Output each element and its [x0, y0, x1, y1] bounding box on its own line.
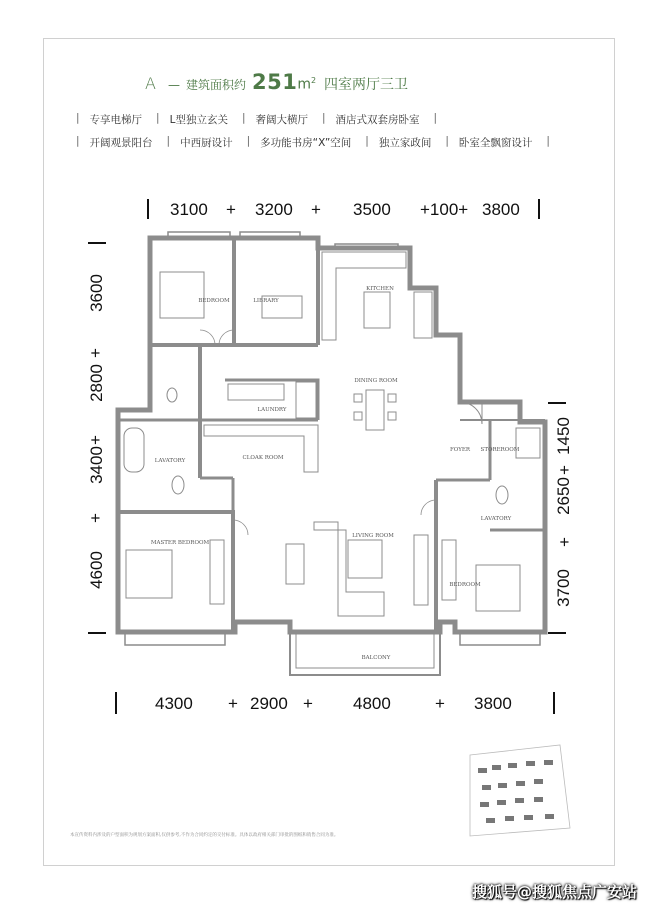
- outer-wall: [118, 238, 545, 632]
- dim-right-plus: +: [554, 537, 574, 547]
- dim-top-2: 3200: [255, 200, 293, 219]
- feature-item: 独立家政间: [378, 137, 432, 149]
- dim-bottom-2: 2900: [250, 694, 288, 713]
- feature-item: 开阔观景阳台: [89, 137, 153, 149]
- balcony-outline: [290, 632, 440, 675]
- dim-bottom-4: 3800: [474, 694, 512, 713]
- dim-bottom-1: 4300: [155, 694, 193, 713]
- room-label-foyer: FOYER: [449, 447, 471, 453]
- area-value: 251: [251, 70, 298, 94]
- room-label-storeroom: STOREROOM: [480, 447, 520, 453]
- features-row-1: | 专享电梯厅 | L型独立玄关 | 奢阔大横厅 | 酒店式双套房卧室 |: [76, 112, 438, 126]
- dim-left-4: 4600: [86, 551, 106, 589]
- room-label-laundry: LAUNDRY: [257, 407, 287, 413]
- dim-top-1: 3100: [170, 200, 208, 219]
- feature-item: L型独立玄关: [169, 114, 228, 126]
- feature-item: 酒店式双套房卧室: [335, 114, 420, 126]
- header-separator: —: [167, 78, 180, 92]
- dim-left-3: 3400: [86, 446, 106, 484]
- dim-top-plus-100: +100+: [420, 200, 469, 219]
- dim-top-plus: +: [226, 200, 236, 219]
- dim-right-3: 3700: [553, 569, 573, 607]
- room-label-living: LIVING ROOM: [352, 533, 394, 539]
- room-label-cloak: CLOAK ROOM: [242, 455, 284, 461]
- room-label-dining: DINING ROOM: [354, 378, 398, 384]
- feature-item: 中西厨设计: [180, 137, 233, 149]
- room-label-bedroom: BEDROOM: [198, 298, 230, 304]
- feature-item: 多功能书房“X”空间: [260, 137, 352, 149]
- dim-bottom-plus: +: [228, 694, 238, 713]
- area-unit: $m^2$: [297, 76, 317, 93]
- dim-left-plus: +: [85, 435, 105, 445]
- room-label-lavatory: LAVATORY: [480, 516, 512, 522]
- dim-right-2: 2650: [553, 477, 573, 515]
- feature-item: 奢阔大横厅: [255, 114, 308, 126]
- dim-top-4: 3800: [482, 200, 520, 219]
- dim-bottom-plus: +: [435, 694, 445, 713]
- site-key-plan: [470, 745, 570, 836]
- room-label-bedroom: BEDROOM: [449, 582, 481, 588]
- room-label-kitchen: KITCHEN: [366, 286, 394, 292]
- dim-right-plus: +: [554, 465, 574, 475]
- dim-top-plus: +: [311, 200, 321, 219]
- dim-left-plus: +: [85, 348, 105, 358]
- watermark: 搜狐号@搜狐焦点广安站: [472, 883, 638, 901]
- dim-left-1: 3600: [86, 274, 106, 312]
- feature-item: 卧室全飘窗设计: [458, 137, 533, 149]
- unit-type: A: [145, 74, 156, 93]
- feature-item: 专享电梯厅: [89, 114, 143, 126]
- area-label: 建筑面积约: [185, 78, 246, 92]
- layout-type: 四室两厅三卫: [324, 77, 409, 93]
- dim-bottom-plus: +: [303, 694, 313, 713]
- room-label-master-bedroom: MASTER BEDROOM: [150, 540, 210, 546]
- room-label-lavatory: LAVATORY: [154, 458, 186, 464]
- disclaimer-text: 本宣传资料内涉及的户型面积为规划方案面积,仅供参考,不作为合同约定的交付标准。具体以政府相关部门审批的图纸和销售合同为准。: [70, 833, 339, 838]
- dim-left-2: 2800: [86, 364, 106, 402]
- dim-bottom-3: 4800: [353, 694, 391, 713]
- room-label-library: LIBRARY: [253, 298, 279, 304]
- dim-right-1: 1450: [553, 417, 573, 455]
- features-row-2: | 开阔观景阳台 | 中西厨设计 | 多功能书房“X”空间 | 独立家政间 | 卧室全飘窗设计 |: [76, 135, 550, 149]
- dim-left-plus: +: [85, 513, 105, 523]
- dim-top-3: 3500: [353, 200, 391, 219]
- room-label-balcony: BALCONY: [361, 655, 391, 661]
